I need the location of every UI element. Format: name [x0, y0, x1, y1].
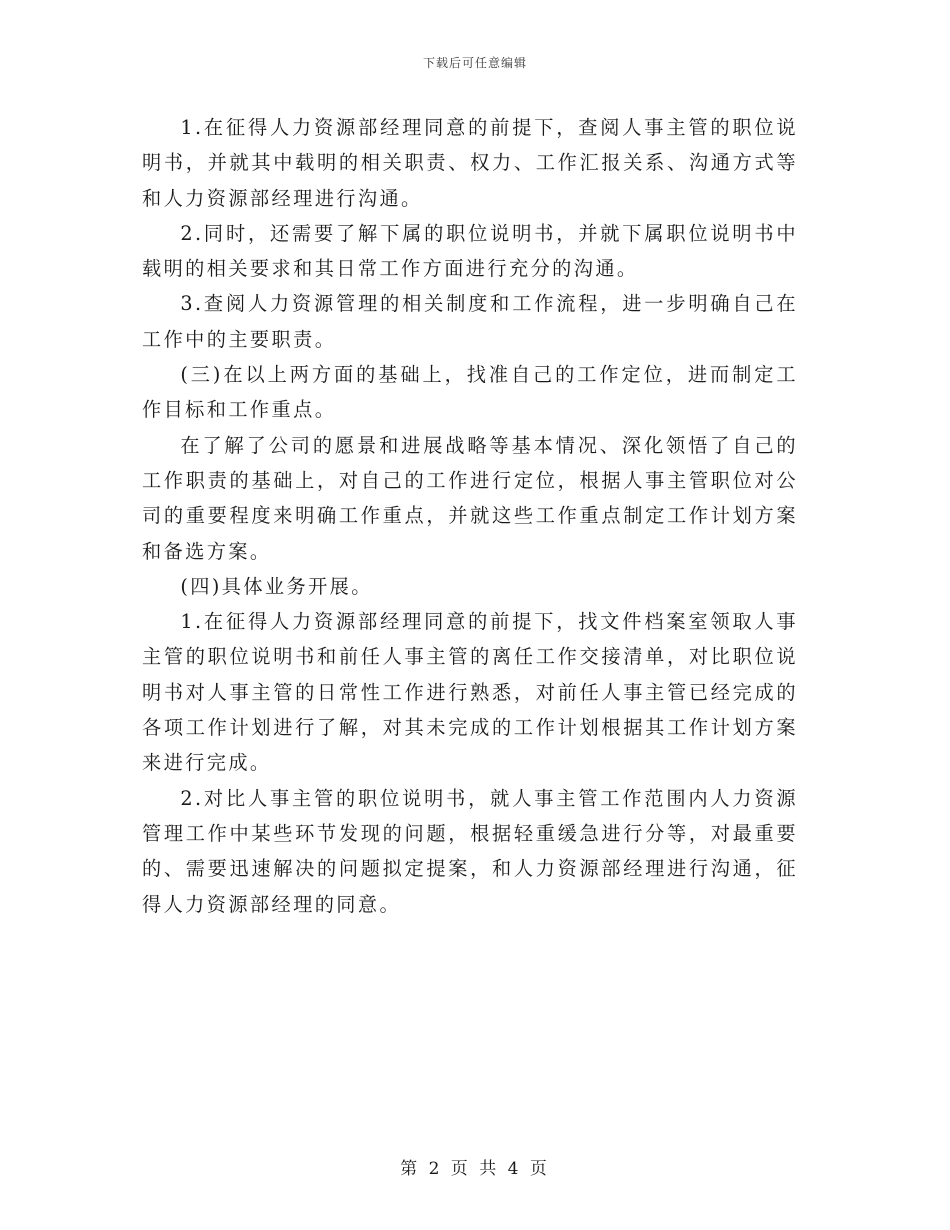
paragraph-3: 3.查阅人力资源管理的相关制度和工作流程，进一步明确自己在工作中的主要职责。	[142, 292, 798, 351]
paragraph-4: (三)在以上两方面的基础上，找准自己的工作定位，进而制定工作目标和工作重点。	[142, 363, 798, 422]
paragraph-5: 在了解了公司的愿景和进展战略等基本情况、深化领悟了自己的工作职责的基础上，对自己的工作进行定位，根据人事主管职位对公司的重要程度来明确工作重点，并就这些工作重点制定工作计划方案和备选方案。	[142, 433, 798, 563]
page-number-footer: 第 2 页 共 4 页	[400, 1159, 550, 1179]
paragraph-2: 2.同时，还需要了解下属的职位说明书，并就下属职位说明书中载明的相关要求和其日常工作方面进行充分的沟通。	[142, 221, 798, 281]
page-header-note: 下载后可任意编辑	[422, 56, 527, 70]
paragraph-6: (四)具体业务开展。	[180, 574, 373, 598]
document-body	[142, 110, 798, 922]
paragraph-7: 1.在征得人力资源部经理同意的前提下，找文件档案室领取人事主管的职位说明书和前任人事主管的离任工作交接清单，对比职位说明书对人事主管的日常性工作进行熟悉，对前任人事主管已经完成的各项工作计划进行了解，对其未完成的工作计划根据其工作计划方案来进行完成。	[142, 610, 798, 775]
paragraph-1: 1.在征得人力资源部经理同意的前提下，查阅人事主管的职位说明书，并就其中载明的相关职责、权力、工作汇报关系、沟通方式等和人力资源部经理进行沟通。	[142, 116, 798, 210]
paragraph-8: 2.对比人事主管的职位说明书，就人事主管工作范围内人力资源管理工作中某些环节发现的问题，根据轻重缓急进行分等，对最重要的、需要迅速解决的问题拟定提案，和人力资源部经理进行沟通，征得人力资源部经理的同意。	[142, 786, 798, 916]
